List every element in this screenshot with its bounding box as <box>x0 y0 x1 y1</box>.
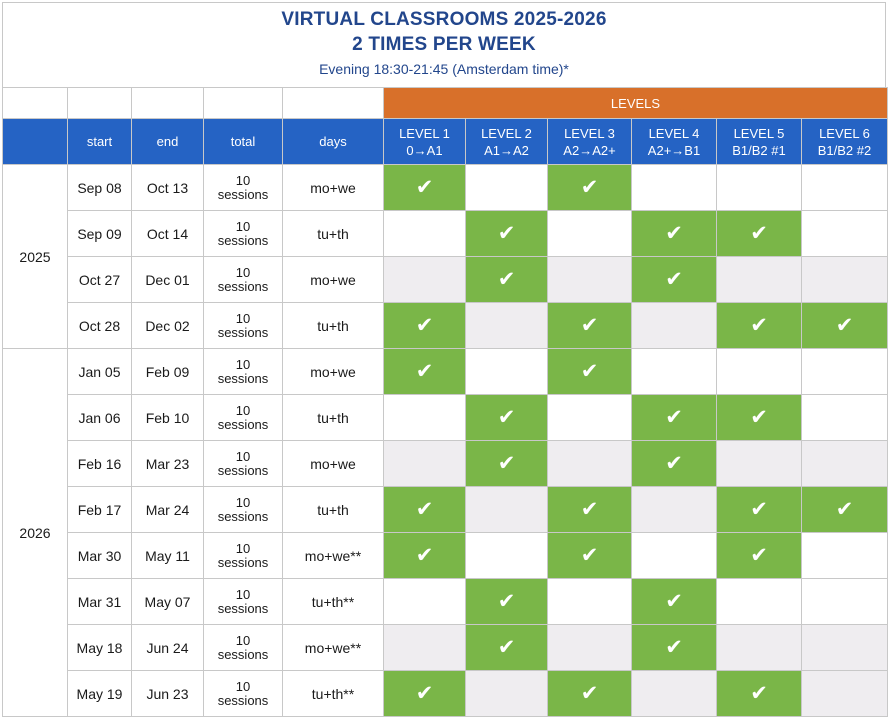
start-date: Mar 30 <box>68 533 132 579</box>
session-count: 10 <box>235 402 251 418</box>
schedule-row <box>3 349 888 395</box>
checkmark-icon: ✔ <box>580 544 599 567</box>
level-2-cell <box>466 625 548 671</box>
schedule-row <box>3 165 888 211</box>
level-5-cell <box>717 303 802 349</box>
checkmark-icon: ✔ <box>665 222 683 245</box>
level-range: B1/B2 #1 <box>732 142 786 158</box>
level-2-cell <box>466 303 548 349</box>
checkmark-icon: ✔ <box>497 222 516 245</box>
start-date: Jan 06 <box>68 395 132 441</box>
level-1-cell <box>384 533 466 579</box>
days: tu+th <box>283 487 384 533</box>
end-date: Dec 02 <box>132 303 204 349</box>
session-unit: sessions <box>217 692 269 708</box>
empty-header-cell <box>204 88 283 119</box>
level-2-cell <box>466 349 548 395</box>
level-1-cell <box>384 395 466 441</box>
session-unit: sessions <box>217 324 269 340</box>
empty-header-cell <box>68 88 132 119</box>
level-6-cell <box>802 533 888 579</box>
checkmark-icon: ✔ <box>497 590 516 613</box>
level-6-cell <box>802 395 888 441</box>
level-5-cell <box>717 671 802 717</box>
level-3-cell <box>548 303 632 349</box>
level-3-cell <box>548 625 632 671</box>
level-name: LEVEL 1 <box>399 125 450 141</box>
schedule-row <box>3 671 888 717</box>
level-3-cell <box>548 165 632 211</box>
level-4-cell <box>632 211 717 257</box>
level-6-cell <box>802 349 888 395</box>
checkmark-icon: ✔ <box>665 452 683 475</box>
start-date: Sep 08 <box>68 165 132 211</box>
start-date: Feb 17 <box>68 487 132 533</box>
level-6-cell <box>802 441 888 487</box>
level-4-cell <box>632 349 717 395</box>
level-range: A2→A2+ <box>563 142 616 158</box>
levels-header-row <box>3 88 888 119</box>
schedule-row <box>3 211 888 257</box>
days: tu+th** <box>283 579 384 625</box>
end-date: Feb 10 <box>132 395 204 441</box>
days: mo+we** <box>283 625 384 671</box>
level-3-cell <box>548 533 632 579</box>
total-sessions <box>204 671 283 717</box>
level-1-cell <box>384 579 466 625</box>
checkmark-icon: ✔ <box>497 452 516 475</box>
level-6-cell <box>802 487 888 533</box>
start-date: Mar 31 <box>68 579 132 625</box>
checkmark-icon: ✔ <box>750 498 768 521</box>
level-6-cell <box>802 211 888 257</box>
title-block <box>2 2 886 88</box>
end-date: May 07 <box>132 579 204 625</box>
end-date: Mar 23 <box>132 441 204 487</box>
level-3-cell <box>548 579 632 625</box>
year-label: 2025 <box>3 165 68 349</box>
page-subtitle-frequency: 2 TIMES PER WEEK <box>352 34 536 55</box>
total-column-header: total <box>204 119 283 165</box>
level-4-cell <box>632 441 717 487</box>
total-sessions <box>204 165 283 211</box>
start-date: Jan 05 <box>68 349 132 395</box>
level-1-cell <box>384 625 466 671</box>
schedule-row <box>3 303 888 349</box>
level-5-cell <box>717 165 802 211</box>
start-date: May 19 <box>68 671 132 717</box>
level-4-cell <box>632 395 717 441</box>
checkmark-icon: ✔ <box>580 682 599 705</box>
checkmark-icon: ✔ <box>580 498 599 521</box>
total-sessions <box>204 257 283 303</box>
level-2-cell <box>466 257 548 303</box>
level-6-cell <box>802 671 888 717</box>
level-5-header <box>717 119 802 165</box>
checkmark-icon: ✔ <box>750 314 768 337</box>
level-3-cell <box>548 349 632 395</box>
days: mo+we <box>283 257 384 303</box>
level-2-cell <box>466 441 548 487</box>
session-count: 10 <box>235 172 251 188</box>
level-3-cell <box>548 395 632 441</box>
empty-header-cell <box>132 88 204 119</box>
schedule-row <box>3 441 888 487</box>
days: tu+th <box>283 395 384 441</box>
level-4-cell <box>632 671 717 717</box>
page-subtitle-time: Evening 18:30-21:45 (Amsterdam time)* <box>319 61 569 77</box>
level-2-cell <box>466 211 548 257</box>
level-3-cell <box>548 257 632 303</box>
days: mo+we <box>283 349 384 395</box>
end-date: Oct 14 <box>132 211 204 257</box>
level-4-cell <box>632 303 717 349</box>
session-unit: sessions <box>217 278 269 294</box>
page-title: VIRTUAL CLASSROOMS 2025-2026 <box>281 9 607 30</box>
level-2-cell <box>466 487 548 533</box>
total-sessions <box>204 211 283 257</box>
schedule-row <box>3 533 888 579</box>
level-1-header <box>384 119 466 165</box>
session-unit: sessions <box>217 232 269 248</box>
level-5-cell <box>717 211 802 257</box>
checkmark-icon: ✔ <box>750 682 768 705</box>
level-6-cell <box>802 625 888 671</box>
session-count: 10 <box>235 586 251 602</box>
level-5-cell <box>717 441 802 487</box>
checkmark-icon: ✔ <box>835 314 854 337</box>
end-column-header: end <box>132 119 204 165</box>
level-6-cell <box>802 579 888 625</box>
level-6-cell <box>802 257 888 303</box>
session-count: 10 <box>235 218 251 234</box>
schedule-row <box>3 395 888 441</box>
session-count: 10 <box>235 356 251 372</box>
level-range: 0→A1 <box>406 142 443 158</box>
level-5-cell <box>717 533 802 579</box>
session-count: 10 <box>235 540 251 556</box>
empty-header-cell <box>3 88 68 119</box>
session-count: 10 <box>235 632 251 648</box>
checkmark-icon: ✔ <box>750 222 768 245</box>
days-column-header: days <box>283 119 384 165</box>
schedule-table <box>2 87 888 717</box>
level-1-cell <box>384 487 466 533</box>
session-unit: sessions <box>217 416 269 432</box>
level-1-cell <box>384 441 466 487</box>
level-5-cell <box>717 349 802 395</box>
session-unit: sessions <box>217 600 269 616</box>
schedule-row <box>3 579 888 625</box>
total-sessions <box>204 303 283 349</box>
level-5-cell <box>717 579 802 625</box>
end-date: Mar 24 <box>132 487 204 533</box>
empty-header-cell <box>283 88 384 119</box>
session-unit: sessions <box>217 370 269 386</box>
session-count: 10 <box>235 448 251 464</box>
level-6-cell <box>802 165 888 211</box>
level-range: B1/B2 #2 <box>817 142 872 158</box>
level-2-header <box>466 119 548 165</box>
checkmark-icon: ✔ <box>497 268 516 291</box>
level-name: LEVEL 3 <box>564 125 615 141</box>
start-date: May 18 <box>68 625 132 671</box>
end-date: May 11 <box>132 533 204 579</box>
level-4-cell <box>632 533 717 579</box>
schedule-body <box>3 165 888 717</box>
checkmark-icon: ✔ <box>750 544 768 567</box>
level-2-cell <box>466 671 548 717</box>
level-1-cell <box>384 349 466 395</box>
level-2-cell <box>466 579 548 625</box>
level-5-cell <box>717 625 802 671</box>
session-unit: sessions <box>217 554 269 570</box>
checkmark-icon: ✔ <box>415 544 434 567</box>
level-1-cell <box>384 211 466 257</box>
level-name: LEVEL 5 <box>733 125 785 141</box>
levels-group-header: LEVELS <box>384 88 888 119</box>
start-date: Oct 28 <box>68 303 132 349</box>
level-4-header <box>632 119 717 165</box>
days: tu+th <box>283 303 384 349</box>
total-sessions <box>204 349 283 395</box>
checkmark-icon: ✔ <box>415 176 434 199</box>
start-date: Oct 27 <box>68 257 132 303</box>
days: mo+we** <box>283 533 384 579</box>
session-unit: sessions <box>217 508 269 524</box>
level-5-cell <box>717 395 802 441</box>
checkmark-icon: ✔ <box>415 498 434 521</box>
level-1-cell <box>384 303 466 349</box>
total-sessions <box>204 441 283 487</box>
level-name: LEVEL 6 <box>819 125 870 141</box>
checkmark-icon: ✔ <box>665 406 683 429</box>
session-count: 10 <box>235 494 251 510</box>
level-5-cell <box>717 487 802 533</box>
start-date: Feb 16 <box>68 441 132 487</box>
checkmark-icon: ✔ <box>415 682 434 705</box>
end-date: Jun 23 <box>132 671 204 717</box>
checkmark-icon: ✔ <box>497 636 516 659</box>
end-date: Oct 13 <box>132 165 204 211</box>
year-column-header <box>3 119 68 165</box>
session-unit: sessions <box>217 646 269 662</box>
end-date: Jun 24 <box>132 625 204 671</box>
total-sessions <box>204 579 283 625</box>
session-count: 10 <box>235 678 251 694</box>
level-4-cell <box>632 625 717 671</box>
level-name: LEVEL 2 <box>481 125 532 141</box>
start-date: Sep 09 <box>68 211 132 257</box>
days: tu+th <box>283 211 384 257</box>
level-3-cell <box>548 671 632 717</box>
checkmark-icon: ✔ <box>750 406 768 429</box>
checkmark-icon: ✔ <box>835 498 854 521</box>
column-header-row <box>3 119 888 165</box>
schedule-row <box>3 257 888 303</box>
days: tu+th** <box>283 671 384 717</box>
session-unit: sessions <box>217 186 269 202</box>
start-column-header: start <box>68 119 132 165</box>
session-count: 10 <box>235 264 251 280</box>
checkmark-icon: ✔ <box>580 314 599 337</box>
level-1-cell <box>384 257 466 303</box>
level-range: A2+→B1 <box>647 142 701 158</box>
total-sessions <box>204 487 283 533</box>
level-4-cell <box>632 165 717 211</box>
checkmark-icon: ✔ <box>497 406 516 429</box>
level-6-cell <box>802 303 888 349</box>
level-2-cell <box>466 395 548 441</box>
checkmark-icon: ✔ <box>580 176 599 199</box>
level-4-cell <box>632 487 717 533</box>
level-3-cell <box>548 441 632 487</box>
checkmark-icon: ✔ <box>665 590 683 613</box>
level-5-cell <box>717 257 802 303</box>
level-range: A1→A2 <box>484 142 529 158</box>
total-sessions <box>204 395 283 441</box>
end-date: Feb 09 <box>132 349 204 395</box>
checkmark-icon: ✔ <box>580 360 599 383</box>
level-4-cell <box>632 257 717 303</box>
end-date: Dec 01 <box>132 257 204 303</box>
level-3-cell <box>548 487 632 533</box>
year-label: 2026 <box>3 349 68 717</box>
level-1-cell <box>384 671 466 717</box>
total-sessions <box>204 625 283 671</box>
level-4-cell <box>632 579 717 625</box>
session-count: 10 <box>235 310 251 326</box>
days: mo+we <box>283 441 384 487</box>
level-2-cell <box>466 165 548 211</box>
session-unit: sessions <box>217 462 269 478</box>
schedule-row <box>3 487 888 533</box>
level-6-header <box>802 119 888 165</box>
schedule-row <box>3 625 888 671</box>
level-name: LEVEL 4 <box>648 125 700 141</box>
total-sessions <box>204 533 283 579</box>
checkmark-icon: ✔ <box>665 268 683 291</box>
level-2-cell <box>466 533 548 579</box>
checkmark-icon: ✔ <box>665 636 683 659</box>
level-3-header <box>548 119 632 165</box>
days: mo+we <box>283 165 384 211</box>
level-1-cell <box>384 165 466 211</box>
checkmark-icon: ✔ <box>415 360 434 383</box>
checkmark-icon: ✔ <box>415 314 434 337</box>
level-3-cell <box>548 211 632 257</box>
